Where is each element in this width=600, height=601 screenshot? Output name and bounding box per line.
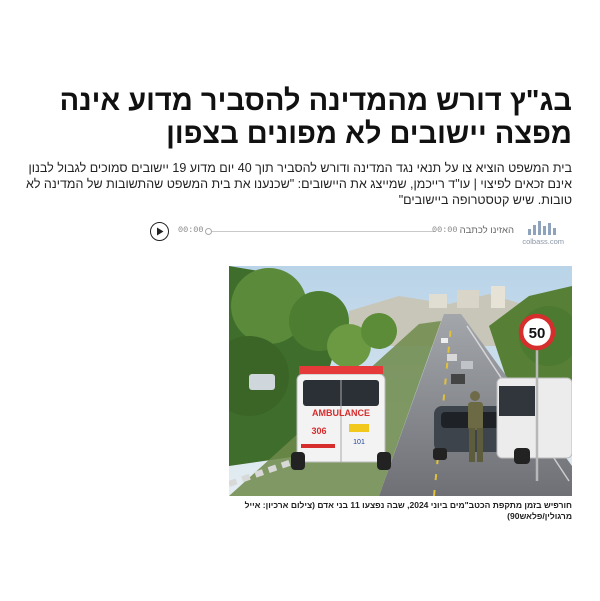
- colbass-brand-text: colbass.com: [522, 237, 564, 246]
- photo-caption: חורפיש בזמן מתקפת הכטב"מים ביוני 2024, שבה נפצעו 11 בני אדם (צילום ארכיון: אייל מרגולין/פלאש90): [244, 500, 572, 521]
- article-headline: בג"ץ דורש מהמדינה להסביר מדוע אינה מפצה יישובים לא מפונים בצפון: [59, 85, 572, 150]
- ambulance-code: 101: [353, 439, 365, 446]
- colbass-logo[interactable]: [520, 219, 564, 247]
- audio-progress-track[interactable]: [208, 231, 435, 232]
- ambulance-illustration: [291, 366, 391, 470]
- street-scene-illustration: [229, 266, 572, 496]
- ambulance-label: AMBULANCE: [312, 408, 370, 418]
- audio-wave-icon: [528, 221, 556, 235]
- audio-total-time: 00:00: [432, 225, 458, 235]
- audio-progress-handle[interactable]: [205, 228, 212, 235]
- play-icon: [156, 227, 164, 236]
- audio-player: [140, 215, 572, 248]
- article-subheadline: בית המשפט הוציא צו על תנאי נגד המדינה ודורש להסביר תוך 40 יום מדוע 19 יישובים סמוכים לגבול לבנון אינם זכאים לפיצוי | עו"ד רייכמן, שמייצג את היישובים: "שכנענו את בית המשפט שהתשובות של המדינה לא טובות. שיש קטסטרופה ביישובים": [25, 161, 572, 207]
- audio-elapsed-time: 00:00: [178, 225, 204, 235]
- article-photo: [229, 266, 572, 496]
- ambulance-number: 306: [311, 426, 327, 436]
- listen-to-article-label: האזינו לכתבה: [459, 225, 514, 236]
- speed-limit-sign: 50: [528, 325, 546, 342]
- play-button[interactable]: [150, 222, 169, 241]
